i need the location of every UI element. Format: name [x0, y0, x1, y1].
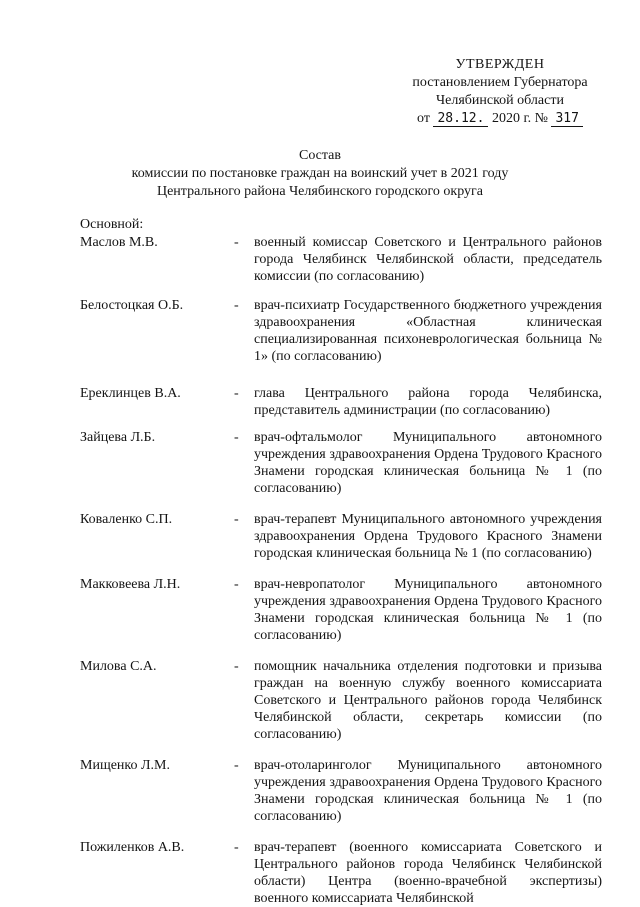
member-name: Ереклинцев В.А. [80, 386, 181, 401]
member-role: врач-психиатр Государственного бюджетного учреждения здравоохранения «Областная клиническая специализированная психоневрологическая больница № 1» (по согласованию) [254, 298, 602, 364]
title-line-3: Центрального района Челябинского городского округа [156, 184, 484, 199]
approval-number: 317 [551, 111, 582, 127]
member-role: военный комиссар Советского и Центрального районов города Челябинск Челябинской области, председатель комиссии (по согласованию) [254, 235, 602, 284]
member-name: Белостоцкая О.Б. [80, 298, 184, 313]
title-line-2: комиссии по постановке граждан на воинский учет в 2021 году [131, 166, 509, 181]
member-dash: - [234, 512, 239, 527]
member-row [80, 658, 602, 743]
member-role: помощник начальника отделения подготовки и призыва граждан на военную службу военного комиссариата Советского и Центрального районов города Челябинск Челябинской области, секретарь комиссии (по согласованию) [254, 659, 602, 742]
approval-prefix: от [417, 111, 430, 126]
member-name: Мищенко Л.М. [80, 758, 170, 773]
member-role: врач-терапевт (военного комиссариата Советского и Центрального районов города Челябинск Челябинской области) Центра (военно-врачебной экспертизы) военного комиссариата Челябинской [254, 840, 602, 906]
title-line-1: Состав [298, 148, 341, 163]
member-row [80, 576, 602, 644]
member-row [80, 839, 602, 907]
approval-date-line [390, 110, 610, 128]
document-title [40, 147, 600, 201]
member-name: Пожиленков А.В. [80, 840, 185, 855]
member-role: врач-терапевт Муниципального автономного учреждения здравоохранения Ордена Трудового Красного Знамени городская клиническая больница № 1 (по согласованию) [254, 512, 602, 561]
members-list [80, 234, 602, 907]
member-row [80, 385, 602, 419]
member-dash: - [234, 758, 239, 773]
member-role: глава Центрального района города Челябинска, представитель администрации (по согласованию) [254, 386, 602, 418]
member-row [80, 757, 602, 825]
member-dash: - [234, 577, 239, 592]
member-dash: - [234, 840, 239, 855]
approval-line-1: постановлением Губернатора [412, 75, 588, 90]
member-name: Маслов М.В. [80, 235, 158, 250]
approval-year: 2020 г. № [491, 111, 548, 126]
member-row [80, 297, 602, 365]
approved-heading: УТВЕРЖДЕН [455, 57, 545, 72]
member-dash: - [234, 386, 239, 401]
member-name: Макковеева Л.Н. [80, 577, 181, 592]
member-dash: - [234, 235, 239, 250]
member-role: врач-отоларинголог Муниципального автономного учреждения здравоохранения Ордена Трудового Красного Знамени городская клиническая больница № 1 (по согласованию) [254, 758, 602, 824]
member-row [80, 511, 602, 562]
section-label: Основной: [80, 217, 144, 232]
member-dash: - [234, 659, 239, 674]
member-name: Зайцева Л.Б. [80, 430, 156, 445]
member-row [80, 429, 602, 497]
member-role: врач-офтальмолог Муниципального автономного учреждения здравоохранения Ордена Трудового Красного Знамени городская клиническая больница № 1 (по согласованию) [254, 430, 602, 496]
approval-line-2: Челябинской области [436, 93, 564, 108]
member-dash: - [234, 430, 239, 445]
approval-stamp [390, 56, 610, 128]
approval-date: 28.12. [433, 111, 488, 127]
member-row [80, 234, 602, 285]
member-name: Милова С.А. [80, 659, 157, 674]
member-dash: - [234, 298, 239, 313]
member-role: врач-невропатолог Муниципального автономного учреждения здравоохранения Ордена Трудового Красного Знамени городская клиническая больница № 1 (по согласованию) [254, 577, 602, 643]
member-name: Коваленко С.П. [80, 512, 173, 527]
